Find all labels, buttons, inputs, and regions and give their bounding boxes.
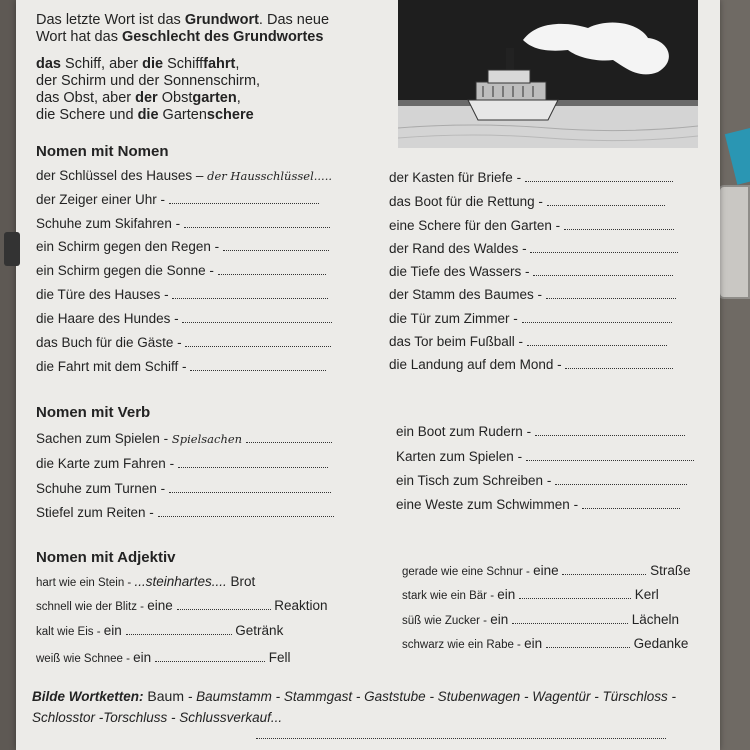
nn-right-row: der Rand des Waldes - xyxy=(389,241,678,256)
nn-left-row: die Haare des Hundes - xyxy=(36,311,332,326)
intro-line-2: Wort hat das Geschlecht des Grundwortes xyxy=(36,29,324,45)
nv-right-row: ein Tisch zum Schreiben - xyxy=(396,473,687,488)
nn-left-row: das Buch für die Gäste - xyxy=(36,335,331,350)
nv-left-row: Schuhe zum Turnen - xyxy=(36,481,331,496)
example-line-4: die Schere und die Gartenschere xyxy=(36,107,254,123)
nn-right-row: die Tiefe des Wassers - xyxy=(389,264,673,279)
nn-left-row: die Türe des Hauses - xyxy=(36,287,328,302)
nv-left-row: Stiefel zum Reiten - xyxy=(36,505,334,520)
binder-clip xyxy=(718,185,750,299)
na-right-row: gerade wie eine Schnur - eine Straße xyxy=(402,563,691,578)
nn-right-row: eine Schere für den Garten - xyxy=(389,218,674,233)
na-right-row: stark wie ein Bär - ein Kerl xyxy=(402,587,659,602)
binder-tab xyxy=(4,232,20,266)
nn-right-row: das Tor beim Fußball - xyxy=(389,334,667,349)
nn-right-row: das Boot für die Rettung - xyxy=(389,194,665,209)
nn-right-row: der Stamm des Baumes - xyxy=(389,287,676,302)
na-right-row: schwarz wie ein Rabe - ein Gedanke xyxy=(402,636,689,651)
nv-left-row: Sachen zum Spielen - Spielsachen xyxy=(36,431,332,446)
answer-line xyxy=(256,738,666,739)
section-title-nomen-mit-verb: Nomen mit Verb xyxy=(36,404,151,421)
word-chain-line-1: Bilde Wortketten: Baum - Baumstamm - Stammgast - Gaststube - Stubenwagen - Wagentür - Türschloss - xyxy=(32,688,677,704)
word-chain-line-2: Schlosstor -Torschluss - Schlussverkauf... xyxy=(32,710,283,725)
example-line-3: das Obst, aber der Obstgarten, xyxy=(36,90,241,106)
nv-left-answer: Spielsachen xyxy=(171,432,243,446)
na-left-row: schnell wie der Blitz - eine Reaktion xyxy=(36,598,328,613)
example-line-1: das Schiff, aber die Schifffahrt, xyxy=(36,56,240,72)
nv-right-row: Karten zum Spielen - xyxy=(396,449,694,464)
na-right-row: süß wie Zucker - ein Lächeln xyxy=(402,612,680,627)
ship-photo xyxy=(398,0,698,148)
example-line-2: der Schirm und der Sonnenschirm, xyxy=(36,73,261,89)
nn-right-row: die Tür zum Zimmer - xyxy=(389,311,672,326)
nv-left-row: die Karte zum Fahren - xyxy=(36,456,328,471)
nn-right-row: die Landung auf dem Mond - xyxy=(389,357,673,372)
nn-left-answer: der Hausschlüssel..... xyxy=(207,169,333,183)
worksheet-page xyxy=(16,0,720,750)
nn-left-row: ein Schirm gegen die Sonne - xyxy=(36,263,326,278)
nv-right-row: eine Weste zum Schwimmen - xyxy=(396,497,680,512)
na-left-answer: ...steinhartes.... xyxy=(134,574,227,589)
nv-right-row: ein Boot zum Rudern - xyxy=(396,424,685,439)
intro-line-1: Das letzte Wort ist das Grundwort. Das neue xyxy=(36,12,330,28)
nn-left-row: Schuhe zum Skifahren - xyxy=(36,216,330,231)
na-left-row: kalt wie Eis - ein Getränk xyxy=(36,623,284,638)
section-title-nomen-mit-adjektiv: Nomen mit Adjektiv xyxy=(36,549,176,566)
nn-left-row: der Zeiger einer Uhr - xyxy=(36,192,319,207)
nn-left-row: der Schlüssel des Hauses – der Hausschlüssel..... xyxy=(36,168,333,183)
na-left-row: weiß wie Schnee - ein Fell xyxy=(36,650,291,665)
nn-left-row: ein Schirm gegen den Regen - xyxy=(36,239,329,254)
nn-right-row: der Kasten für Briefe - xyxy=(389,170,673,185)
nn-left-row: die Fahrt mit dem Schiff - xyxy=(36,359,326,374)
na-left-row: hart wie ein Stein - ...steinhartes.... Brot xyxy=(36,574,256,589)
section-title-nomen-mit-nomen: Nomen mit Nomen xyxy=(36,143,169,160)
